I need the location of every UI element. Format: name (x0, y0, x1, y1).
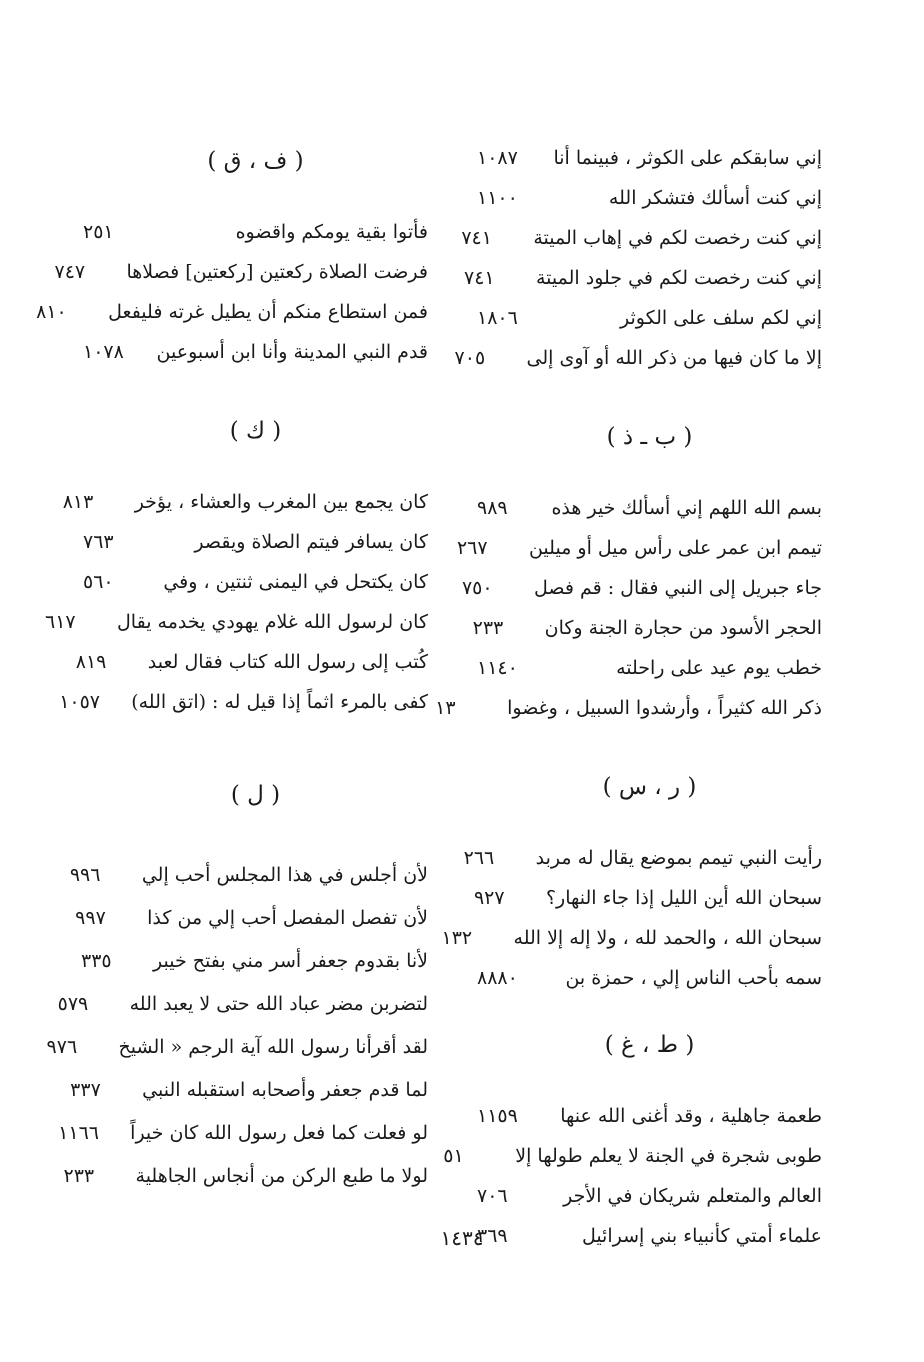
entry-page-ref: ١٠٨٧ (477, 147, 518, 169)
entry-text: فأتوا بقية يومكم واقضوه (235, 221, 428, 243)
section-heading: ( ب ـ ذ ) (606, 424, 693, 450)
entry-text: كان يكتحل في اليمنى ثنتين ، وفي (163, 571, 428, 593)
entry-text: ذكر الله كثيراً ، وأرشدوا السبيل ، وغضوا (507, 697, 822, 719)
entry-text: طوبى شجرة في الجنة لا يعلم طولها إلا (515, 1145, 822, 1167)
entry-text: إني سابقكم على الكوثر ، فبينما أنا (553, 147, 822, 169)
entry-text: لو فعلت كما فعل رسول الله كان خيراً (130, 1122, 428, 1144)
entry-page-ref: ٧٤١ (464, 267, 495, 289)
entry-text: إني لكم سلف على الكوثر (620, 307, 822, 329)
entry-page-ref: ٢٣٣ (472, 617, 504, 639)
index-entry (62, 482, 428, 522)
entry-page-ref: ٨١٣ (62, 491, 94, 513)
entry-text: لما قدم جعفر وأصحابه استقبله النبي (142, 1079, 428, 1101)
entry-page-ref: ٩٨٩ (477, 497, 508, 519)
index-entry (443, 1136, 822, 1176)
entry-page-ref: ٣٦٩ (477, 1225, 508, 1247)
index-entry (441, 918, 822, 958)
page-number: ١٤٣٤ (440, 1226, 484, 1250)
left-column (36, 138, 428, 1198)
index-entry (477, 1096, 822, 1136)
entry-page-ref: ١٣٢ (441, 927, 473, 949)
entry-page-ref: ١٠٧٨ (83, 341, 124, 363)
index-entry (464, 258, 822, 298)
index-entry (75, 897, 428, 940)
entry-page-ref: ١١٠٠ (477, 187, 518, 209)
entry-page-ref: ٩٩٦ (69, 864, 101, 886)
entry-page-ref: ٨١٠ (36, 301, 67, 323)
index-entry (473, 878, 822, 918)
index-section (36, 138, 428, 372)
section-heading: ( ل ) (230, 782, 281, 808)
entry-text: رأيت النبي تيمم بموضع يقال له مربد (535, 847, 822, 869)
index-entry (70, 1069, 428, 1112)
entry-text: إلا ما كان فيها من ذكر الله أو آوى إلى (526, 347, 822, 369)
entry-text: جاء جبريل إلى النبي فقال : قم فصل (533, 577, 822, 599)
entry-page-ref: ٧٠٦ (477, 1185, 508, 1207)
index-entry (461, 218, 822, 258)
index-entry (75, 642, 428, 682)
entry-page-ref: ٧٤٧ (54, 261, 86, 283)
entry-text: قدم النبي المدينة وأنا ابن أسبوعين (156, 341, 428, 363)
entry-text: فرضت الصلاة ركعتين [ركعتين] فصلاها (126, 261, 428, 283)
entry-page-ref: ٧٠٥ (454, 347, 486, 369)
entry-page-ref: ٩٩٧ (75, 907, 106, 929)
section-heading: ( ط ، غ ) (604, 1032, 695, 1058)
entry-text: سمه بأحب الناس إلي ، حمزة بن (565, 967, 822, 989)
entry-page-ref: ٩٢٧ (473, 887, 505, 909)
entry-page-ref: ٥٦٠ (83, 571, 114, 593)
entry-text: كان يسافر فيتم الصلاة ويقصر (194, 531, 428, 553)
index-entry (472, 608, 822, 648)
entry-page-ref: ٩٧٦ (46, 1036, 78, 1058)
index-entry (45, 602, 428, 642)
entry-text: لأنا بقدوم جعفر أسر مني بفتح خيبر (153, 950, 428, 972)
index-entry (83, 332, 428, 372)
index-section (46, 772, 428, 1198)
entry-text: سبحان الله ، والحمد لله ، ولا إله إلا الله (513, 927, 822, 949)
index-entry (454, 338, 822, 378)
entry-text: كفى بالمرء اثماً إذا قيل له : (اتق الله) (131, 691, 428, 713)
index-entry (477, 958, 822, 998)
entry-page-ref: ١١٦٦ (58, 1122, 99, 1144)
section-heading: ( ر ، س ) (602, 774, 697, 800)
entry-page-ref: ١٨٠٦ (477, 307, 518, 329)
index-entry (58, 1112, 428, 1155)
entry-text: كُتب إلى رسول الله كتاب فقال لعبد (147, 651, 428, 673)
entry-page-ref: ٦١٧ (45, 611, 76, 633)
entry-page-ref: ٥١ (443, 1145, 464, 1167)
entry-text: تيمم ابن عمر على رأس ميل أو ميلين (528, 537, 822, 559)
entry-text: سبحان الله أين الليل إذا جاء النهار؟ (545, 887, 822, 909)
entry-text: خطب يوم عيد على راحلته (616, 657, 822, 679)
index-entry (461, 568, 822, 608)
index-entry (477, 488, 822, 528)
entry-page-ref: ٨١٩ (75, 651, 107, 673)
entry-text: لقد أقرأنا رسول الله آية الرجم « الشيخ (118, 1036, 428, 1058)
entry-text: لتضربن مضر عباد الله حتى لا يعبد الله (129, 993, 428, 1015)
entry-page-ref: ٣٣٧ (70, 1079, 101, 1101)
entry-page-ref: ١٣ (435, 697, 456, 719)
entry-text: فمن استطاع منكم أن يطيل غرته فليفعل (108, 301, 428, 323)
index-entry (477, 648, 822, 688)
index-entry (36, 292, 428, 332)
entry-text: الحجر الأسود من حجارة الجنة وكان (544, 617, 822, 639)
entry-page-ref: ٢٦٦ (463, 847, 495, 869)
entry-page-ref: ١١٥٩ (477, 1105, 518, 1127)
entry-text: كان لرسول الله غلام يهودي يخدمه يقال (117, 611, 428, 633)
index-entry (59, 682, 428, 722)
index-entry (477, 178, 822, 218)
index-entry (57, 983, 428, 1026)
index-entry (83, 562, 428, 602)
entry-page-ref: ١٠٥٧ (59, 691, 101, 713)
index-section (435, 414, 822, 728)
entry-text: كان يجمع بين المغرب والعشاء ، يؤخر (134, 491, 428, 513)
section-heading: ( ف ، ق ) (207, 148, 304, 174)
entry-text: بسم الله اللهم إني أسألك خير هذه (551, 497, 822, 519)
entry-text: إني كنت رخصت لكم في جلود الميتة (536, 267, 822, 289)
entry-page-ref: ٧٤١ (461, 227, 492, 249)
entry-page-ref: ٨٨٨٠ (477, 967, 518, 989)
index-entry (46, 1026, 428, 1069)
entry-text: إني كنت رخصت لكم في إهاب الميتة (533, 227, 822, 249)
entry-page-ref: ٢٣٣ (63, 1165, 95, 1187)
entry-page-ref: ٧٦٣ (83, 531, 114, 553)
entry-text: العالم والمتعلم شريكان في الأجر (563, 1185, 822, 1207)
index-entry (456, 528, 822, 568)
entry-page-ref: ٧٥٠ (461, 577, 493, 599)
entry-page-ref: ٢٥١ (83, 221, 114, 243)
entry-text: لأن تفصل المفصل أحب إلي من كذا (147, 907, 428, 929)
index-entry (463, 838, 822, 878)
index-entry (435, 688, 822, 728)
index-entry (477, 1176, 822, 1216)
index-entry (69, 854, 428, 897)
index-entry (83, 940, 428, 983)
index-entry (83, 522, 428, 562)
entry-text: إني كنت أسألك فتشكر الله (608, 187, 822, 209)
index-section (454, 138, 822, 378)
entry-text: علماء أمتي كأنبياء بني إسرائيل (581, 1225, 822, 1247)
index-section (45, 408, 428, 722)
entry-text: لولا ما طبع الركن من أنجاس الجاهلية (135, 1165, 428, 1187)
entry-text: لأن أجلس في هذا المجلس أحب إلي (141, 864, 428, 886)
section-heading: ( ك ) (229, 418, 282, 444)
index-section (441, 764, 822, 998)
entry-page-ref: ٢٦٧ (456, 537, 488, 559)
index-entry (63, 1155, 428, 1198)
index-entry (477, 298, 822, 338)
entry-page-ref: ٥٧٩ (57, 993, 89, 1015)
index-entry (54, 252, 428, 292)
entry-page-ref: ٣٣٥ (81, 950, 112, 972)
index-entry (83, 212, 428, 252)
entry-text: طعمة جاهلية ، وقد أغنى الله عنها (560, 1105, 822, 1127)
entry-page-ref: ١١٤٠ (477, 657, 518, 679)
index-entry (477, 138, 822, 178)
